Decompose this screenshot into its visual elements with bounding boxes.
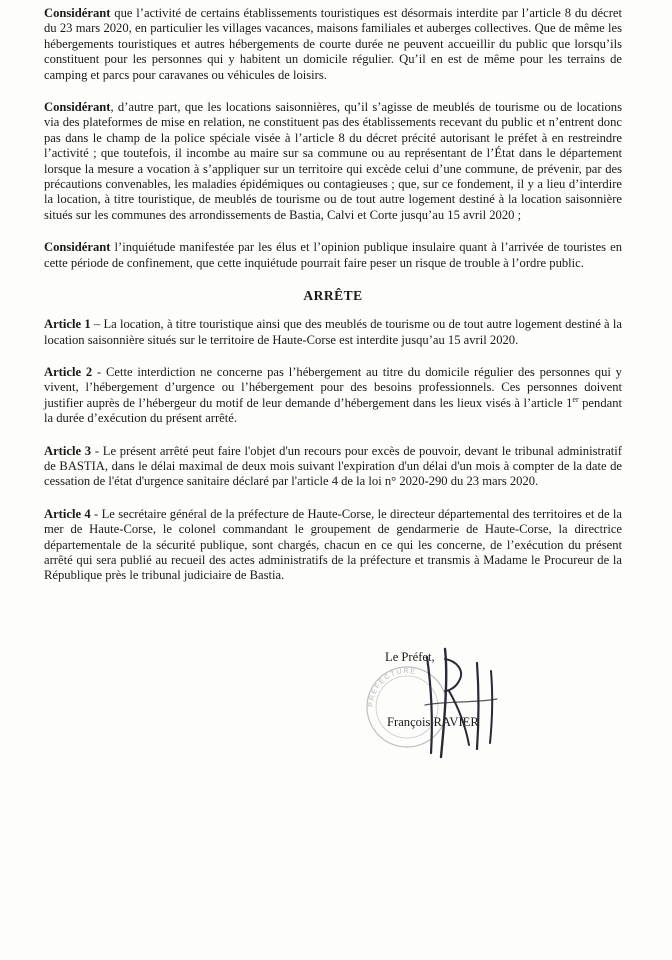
stamp-lettering: PRÉFECTURE xyxy=(367,667,417,708)
article-2 xyxy=(44,365,622,427)
considerant-3 xyxy=(44,240,622,271)
article-text-continued: pendant la durée d’exécution du présent arrêté. xyxy=(44,395,622,426)
article-lead: Article 1 xyxy=(44,317,91,332)
ordinal-superscript: er xyxy=(572,394,579,404)
article-3 xyxy=(44,444,622,490)
article-text: - Le présent arrêté peut faire l'objet d'un recours pour excès de pouvoir, devant le tribunal administratif de BASTIA, dans le délai maximal de deux mois suivant l'expiration d'un délai d'un mois à compter de la date de cessation de l'état d'urgence sanitaire déclaré par l'article 4 de la loi n° 2020-290 du 23 mars 2020. xyxy=(44,443,622,489)
considerant-lead: Considérant xyxy=(44,100,111,115)
considerant-1 xyxy=(44,6,622,83)
considerant-lead: Considérant xyxy=(44,6,111,20)
signatory-title: Le Préfet, xyxy=(385,650,435,664)
arrete-heading: ARRÊTE xyxy=(303,288,363,304)
article-text: - Le secrétaire général de la préfecture de Haute-Corse, le directeur départemental des territoires et de la mer de Haute-Corse, le colonel commandant le groupement de gendarmerie de Haute-Corse, la directrice départementale de la sécurité publique, sont chargés, chacun en ce qui les concerne, de l’exécution du présent arrêté qui sera publié au recueil des actes administratifs de la préfecture et transmis à Madame le Procureur de la République près le tribunal judiciaire de Bastia. xyxy=(44,506,622,583)
article-4 xyxy=(44,507,622,584)
article-lead: Article 2 xyxy=(44,364,93,379)
considerant-2 xyxy=(44,100,622,223)
article-lead: Article 3 xyxy=(44,443,92,458)
considerant-lead: Considérant xyxy=(44,240,111,255)
signature-block xyxy=(355,645,535,765)
article-1 xyxy=(44,317,622,348)
handwritten-signature xyxy=(395,645,525,765)
signatory-name: François RAVIER xyxy=(387,715,479,729)
article-text: - Cette interdiction ne concerne pas l’hébergement au titre du domicile régulier des personnes qui y vivent, l’hébergement d’urgence ou l’hébergement pour des besoins professionnels. Ces personnes doivent justifier auprès de l’hébergeur du motif de leur demande d’hébergement dans les lieux visés à l’article 1 xyxy=(44,364,622,410)
article-text: – La location, à titre touristique ainsi que des meublés de tourisme ou de tout autre logement destiné à la location saisonnière situés sur le territoire de Haute-Corse est interdite jusqu’au 15 avril 2020. xyxy=(44,317,622,347)
considerant-text: l’inquiétude manifestée par les élus et l’opinion publique insulaire quant à l’arrivée de touristes en cette période de confinement, que cette inquiétude pourrait faire peser un risque de trouble à l’ordre public. xyxy=(44,240,622,270)
article-lead: Article 4 xyxy=(44,506,91,521)
considerant-text: , d’autre part, que les locations saisonnières, qu’il s’agisse de meublés de tourisme ou de locations via des plateformes de mise en relation, ne constituent pas des établissements recevant du public et n’entrent donc pas dans le champ de la police spéciale visée à l’article 8 du décret précité autorisant le préfet à en restreindre l’activité ; que toutefois, il incombe au maire sur sa commune ou au représentant de l’État dans le département lorsque la mesure a vocation à s’appliquer sur un territoire qui excède celui d’une commune, de prévenir, par des précautions convenables, les maladies épidémiques ou contagieuses ; que, sur ce fondement, il y a lieu d’interdire la location, à titre touristique, de meublés de tourisme ou de tout autre logement destiné à la location saisonnière situés sur les communes des arrondissements de Bastia, Calvi et Corte jusqu’au 15 avril 2020 ; xyxy=(44,100,622,222)
considerant-text: que l’activité de certains établissements touristiques est désormais interdite par l’article 8 du décret du 23 mars 2020, en particulier les villages vacances, maisons familiales et auberges collectives. Que de même les hébergements touristiques et autres hébergements de courte durée ne peuvent accueillir du public que lorsqu’ils constituent pour les personnes qui y habitent un domicile régulier. Qu’il en est de même pour les terrains de camping et parcs pour caravanes ou véhicules de loisirs. xyxy=(44,6,622,82)
